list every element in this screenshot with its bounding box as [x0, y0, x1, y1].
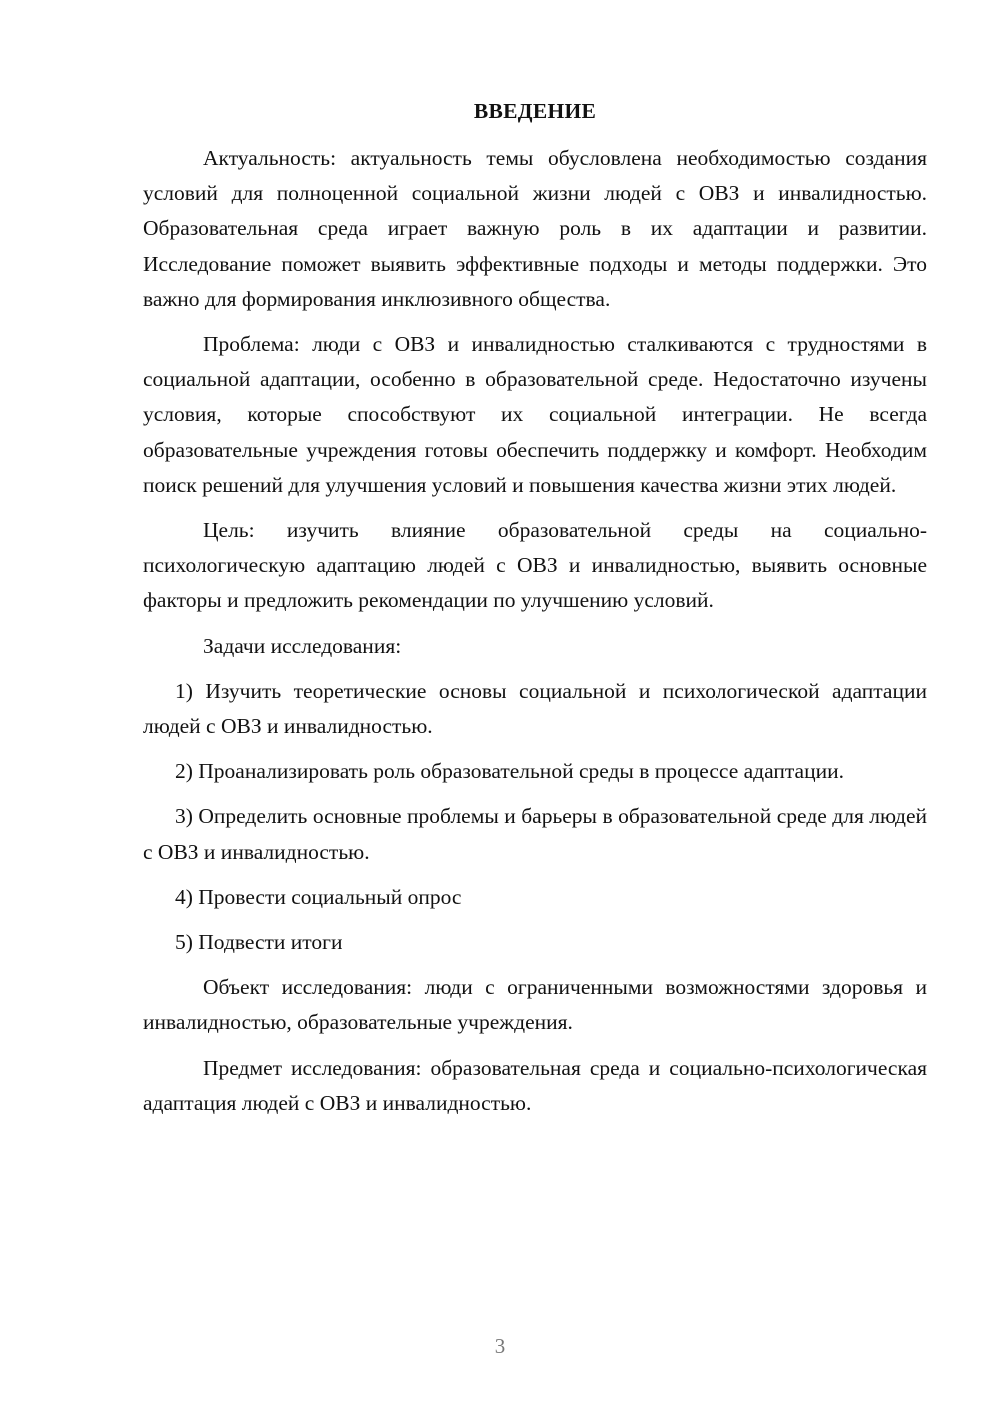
task-item-4: 4) Провести социальный опрос — [175, 884, 462, 909]
paragraph-relevance: Актуальность: актуальность темы обусловлена необходимостью создания условий для полноценной социальной жизни людей с ОВЗ и инвалидностью. Образовательная среда играет важную роль в их адаптации и развитии. Исследование поможет выявить эффективные подходы и методы поддержки. Это важно для формирования инклюзивного общества. — [143, 146, 927, 311]
task-item-5: 5) Подвести итоги — [175, 930, 343, 955]
task-item-2: 2) Проанализировать роль образовательной среды в процессе адаптации. — [175, 759, 844, 784]
paragraph-goal: Цель: изучить влияние образовательной среды на социально-психологическую адаптацию людей с ОВЗ и инвалидностью, выявить основные факторы и предложить рекомендации по улучшению условий. — [143, 518, 927, 613]
task-item-1: 1) Изучить теоретические основы социальной и психологической адаптации людей с ОВЗ и инвалидностью. — [143, 678, 927, 739]
task-item-3: 3) Определить основные проблемы и барьеры в образовательной среде для людей с ОВЗ и инвалидностью. — [143, 804, 927, 864]
page-number: 3 — [494, 1334, 506, 1358]
paragraph-subject: Предмет исследования: образовательная среда и социально-психологическая адаптация людей с ОВЗ и инвалидностью. — [143, 1055, 927, 1115]
paragraph-problem: Проблема: люди с ОВЗ и инвалидностью сталкиваются с трудностями в социальной адаптации, особенно в образовательной среде. Недостаточно изучены условия, которые способствуют их социальной интеграции. Не всегда образовательные учреждения готовы обеспечить поддержку и комфорт. Необходим поиск решений для улучшения условий и повышения качества жизни этих людей. — [143, 332, 927, 497]
tasks-heading: Задачи исследования: — [203, 633, 402, 658]
page-title: ВВЕДЕНИЕ — [473, 99, 597, 123]
paragraph-object: Объект исследования: люди с ограниченными возможностями здоровья и инвалидностью, образовательные учреждения. — [143, 975, 927, 1035]
document-page — [143, 96, 927, 1131]
